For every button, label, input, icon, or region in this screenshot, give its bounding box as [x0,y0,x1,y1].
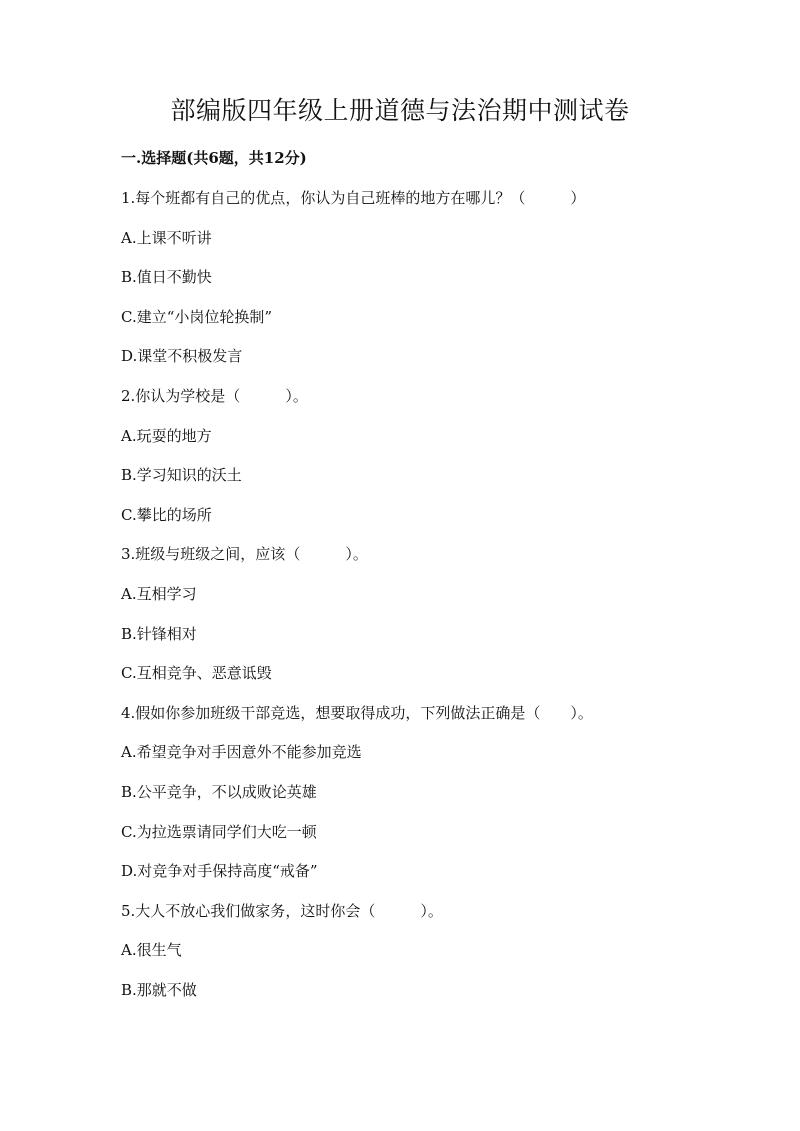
question-2-option-c: C.攀比的场所 [121,506,212,524]
question-5-stem: 5.大人不放心我们做家务，这时你会（ ）。 [121,902,443,920]
question-2-stem: 2.你认为学校是（ ）。 [121,387,308,405]
section-heading: 一.选择题(共6题，共12分) [121,149,307,167]
question-1-option-d: D.课堂不积极发言 [121,347,243,365]
question-4-option-a: A.希望竞争对手因意外不能参加竞选 [121,743,362,761]
question-3-stem: 3.班级与班级之间，应该（ ）。 [121,545,368,563]
question-4-option-c: C.为拉选票请同学们大吃一顿 [121,823,317,841]
question-5-option-b: B.那就不做 [121,981,197,999]
question-2-option-a: A.玩耍的地方 [121,427,212,445]
question-1-stem: 1.每个班都有自己的优点，你认为自己班棒的地方在哪儿？（ ） [121,189,586,207]
question-4-option-d: D.对竞争对手保持高度“戒备” [121,862,318,880]
question-4-stem: 4.假如你参加班级干部竞选，想要取得成功，下列做法正确是（ ）。 [121,704,593,722]
question-1-option-a: A.上课不听讲 [121,229,212,247]
question-4-option-b: B.公平竞争，不以成败论英雄 [121,783,317,801]
question-2-option-b: B.学习知识的沃土 [121,466,242,484]
question-1-option-c: C.建立“小岗位轮换制” [121,308,273,326]
question-5-option-a: A.很生气 [121,941,182,959]
exam-title: 部编版四年级上册道德与法治期中测试卷 [170,96,630,125]
question-1-option-b: B.值日不勤快 [121,268,212,286]
question-3-option-b: B.针锋相对 [121,625,197,643]
question-3-option-a: A.互相学习 [121,585,197,603]
question-3-option-c: C.互相竞争、恶意诋毁 [121,664,272,682]
